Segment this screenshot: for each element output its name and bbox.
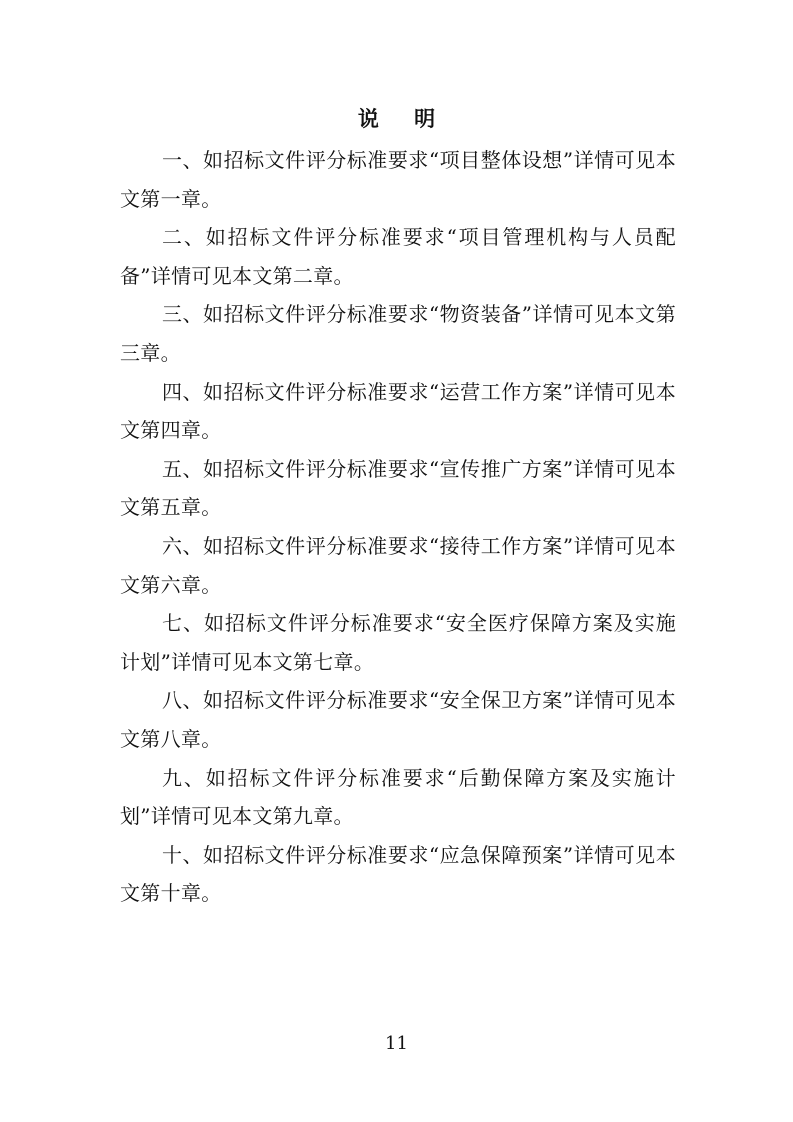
page-number: 11	[385, 1033, 408, 1054]
instruction-paragraph-4: 四、如招标文件评分标准要求“运营工作方案”详情可见本文第四章。	[120, 379, 676, 443]
page-title: 说 明	[357, 106, 450, 131]
instruction-paragraph-6: 六、如招标文件评分标准要求“接待工作方案”详情可见本文第六章。	[120, 533, 676, 597]
instruction-paragraph-10: 十、如招标文件评分标准要求“应急保障预案”详情可见本文第十章。	[120, 842, 676, 906]
instruction-paragraph-1: 一、如招标文件评分标准要求“项目整体设想”详情可见本文第一章。	[120, 148, 676, 211]
instruction-paragraph-3: 三、如招标文件评分标准要求“物资装备”详情可见本文第三章。	[120, 302, 676, 365]
instruction-paragraph-9: 九、如招标文件评分标准要求“后勤保障方案及实施计划”详情可见本文第九章。	[120, 765, 676, 829]
instruction-paragraph-8: 八、如招标文件评分标准要求“安全保卫方案”详情可见本文第八章。	[120, 688, 676, 751]
instruction-paragraph-7: 七、如招标文件评分标准要求“安全医疗保障方案及实施计划”详情可见本文第七章。	[120, 611, 676, 674]
instruction-paragraph-2: 二、如招标文件评分标准要求“项目管理机构与人员配备”详情可见本文第二章。	[120, 225, 676, 288]
instructions-list	[120, 141, 676, 913]
instruction-paragraph-5: 五、如招标文件评分标准要求“宣传推广方案”详情可见本文第五章。	[120, 456, 676, 520]
